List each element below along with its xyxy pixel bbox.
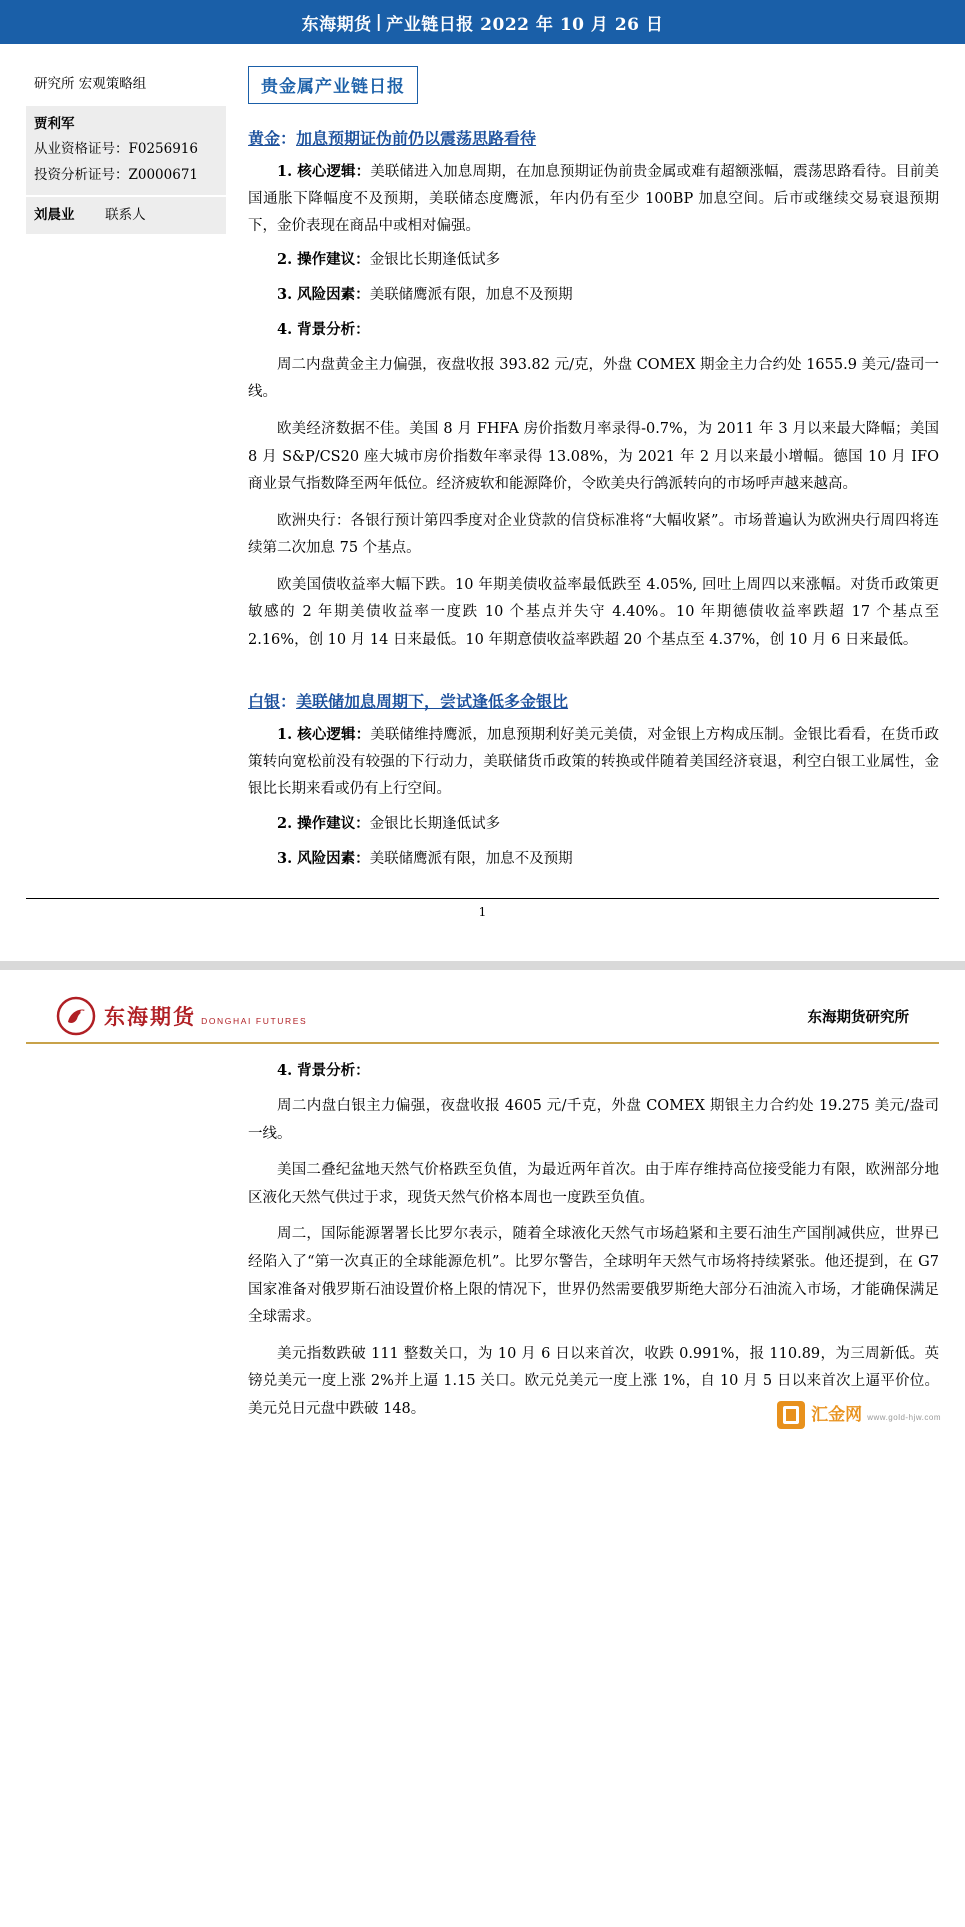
document-page-2 (0, 970, 965, 1442)
logo-company-en: DONGHAI FUTURES (201, 1015, 308, 1026)
research-institute-label: 东海期货研究所 (807, 1008, 909, 1026)
item-text: 金银比长期逢低试多 (369, 815, 501, 832)
section-spacer (248, 663, 939, 689)
header-title: 产业链日报 2022 年 10 月 26 日 (386, 14, 664, 35)
section-heading-gold (248, 126, 939, 149)
list-item (248, 811, 939, 838)
paragraph: 美国二叠纪盆地天然气价格跌至负值，为最近两年首次。由于库存维持高位接受能力有限，欧洲部分地区液化天然气供过于求，现货天然气价格本周也一度跌至负值。 (248, 1162, 939, 1206)
logo-words (104, 1005, 307, 1028)
sidebar-analyst-2 (26, 197, 226, 235)
page-2-header (26, 970, 939, 1044)
list-item (248, 1058, 939, 1085)
watermark (771, 1398, 947, 1432)
section-colon-silver: ： (280, 692, 297, 712)
list-item (248, 159, 939, 239)
item-label: 4. 背景分析： (277, 321, 370, 339)
section-label-silver: 白银 (248, 692, 281, 712)
item-text: 美联储鹰派有限，加息不及预期 (369, 287, 573, 304)
sidebar-department (26, 66, 226, 104)
analyst-2-line (34, 203, 218, 229)
main-column (226, 66, 939, 880)
section-headline-gold: 加息预期证伪前仍以震荡思路看待 (296, 129, 537, 148)
item-label: 1. 核心逻辑： (277, 726, 371, 744)
paragraph: 欧美经济数据不佳。美国 8 月 FHFA 房价指数月率录得-0.7%，为 2011 年 3 月以来最大降幅；美国 8 月 S&P/CS20 座大城市房价指数年率录得 13.08%，为 2021 年 2 月以来最小增幅。德国 10 月 IFO 商业景气指数降至两年低位。经济疲软和能源降价，令欧美央行鸽派转向的市场呼声越来越高。 (248, 420, 939, 493)
header-company: 东海期货 (301, 14, 372, 35)
page-number: 1 (478, 905, 487, 920)
paragraph: 周二内盘白银主力偏强，夜盘收报 4605 元/千克，外盘 COMEX 期银主力合约处 19.275 美元/盎司一线。 (248, 1098, 939, 1142)
item-label: 2. 操作建议： (277, 814, 370, 832)
sidebar (26, 66, 226, 880)
logo-company-cn: 东海期货 (104, 1003, 196, 1029)
list-item (248, 282, 939, 309)
page-2-text-column (26, 1058, 939, 1426)
page-break-space (0, 919, 965, 961)
page-2-content (0, 1044, 965, 1442)
document-page-1 (0, 0, 965, 919)
paragraph: 欧洲央行：各银行预计第四季度对企业贷款的信贷标准将“大幅收紧”。市场普遍认为欧洲央行周四将连续第二次加息 75 个基点。 (248, 512, 939, 557)
report-header-bar (0, 0, 965, 44)
analyst-1-name: 贾利军 (34, 115, 75, 132)
watermark-text (811, 1405, 941, 1425)
list-item (248, 722, 939, 802)
sidebar-analyst-1 (26, 106, 226, 195)
watermark-url: www.gold-hjw.com (867, 1413, 941, 1423)
paragraph: 周二，国际能源署署长比罗尔表示，随着全球液化天然气市场趋紧和主要石油生产国削减供应，世界已经陷入了“第一次真正的全球能源危机”。比罗尔警告，全球明年天然气市场将持续紧张。他还提到，在 G7 国家准备对俄罗斯石油设置价格上限的情况下，世界仍然需要俄罗斯绝大部分石油流入市场，才能确保满足全球需求。 (248, 1226, 939, 1326)
list-item (248, 846, 939, 873)
dragon-logo-icon (56, 996, 96, 1036)
analyst-1-investment-cert: 投资分析证号：Z0000671 (34, 166, 199, 183)
section-headline-silver: 美联储加息周期下，尝试逢低多金银比 (296, 692, 569, 712)
item-label: 3. 风险因素： (277, 849, 370, 867)
analyst-2-name: 刘晨业 (34, 206, 75, 223)
item-text: 金银比长期逢低试多 (369, 252, 501, 269)
item-label: 3. 风险因素： (277, 286, 370, 304)
item-text: 美联储维持鹰派，加息预期利好美元美债，对金银上方构成压制。金银比看看，在货币政策转向宽松前没有较强的下行动力，美联储货币政策的转换或伴随着美国经济衰退，利空白银工业属性，金银比长期来看或仍有上行空间。 (248, 727, 940, 797)
item-text: 美联储进入加息周期，在加息预期证伪前贵金属或难有超额涨幅，震荡思路看待。目前美国通胀下降幅度不及预期，美联储态度鹰派，年内仍有至少 100BP 加息空间。后市或继续交易衰退预期下，金价表现在商品中或相对偏强。 (248, 164, 940, 234)
item-label: 2. 操作建议： (277, 251, 370, 269)
list-item (248, 317, 939, 344)
page-1-content (0, 44, 965, 880)
section-colon-gold: ： (280, 129, 297, 148)
analyst-2-role: 联系人 (105, 206, 146, 223)
section-heading-silver (248, 689, 939, 712)
analyst-1-qualification: 从业资格证号：F0256916 (34, 141, 198, 158)
watermark-name: 汇金网 (811, 1405, 863, 1426)
paragraph: 周二内盘黄金主力偏强，夜盘收报 393.82 元/克，外盘 COMEX 期金主力合约处 1655.9 美元/盎司一线。 (248, 356, 939, 401)
item-label: 1. 核心逻辑： (277, 163, 371, 180)
paragraph: 欧美国债收益率大幅下跌。10 年期美债收益率最低跌至 4.05%, 回吐上周四以来涨幅。对货币政策更敏感的 2 年期美债收益率一度跌 10 个基点并失守 4.40%。10 年期德债收益率跌超 17 个基点至 2.16%，创 10 月 14 日来最低。10 年期意债收益率跌超 20 个基点至 4.37%，创 10 月 6 日来最低。 (248, 576, 939, 648)
page-title: 贵金属产业链日报 (248, 66, 418, 104)
paragraph: 美元指数跌破 111 整数关口，为 10 月 6 日以来首次，收跌 0.991%，报 110.89，为三周新低。英镑兑美元一度上涨 2%并上逼 1.15 关口。欧元兑美元一度上涨 1%，自 10 月 5 日以来首次上逼平价位。美元兑日元盘中跌破 148。 (248, 1345, 939, 1417)
watermark-logo-icon (777, 1401, 805, 1429)
list-item (248, 247, 939, 274)
section-label-gold: 黄金 (248, 129, 281, 148)
company-logo (56, 996, 307, 1036)
page-break-band (0, 961, 965, 970)
department-line: 研究所 宏观策略组 (34, 76, 147, 92)
item-text: 美联储鹰派有限，加息不及预期 (369, 850, 573, 867)
header-separator: | (375, 12, 383, 32)
item-label: 4. 背景分析： (277, 1062, 370, 1080)
